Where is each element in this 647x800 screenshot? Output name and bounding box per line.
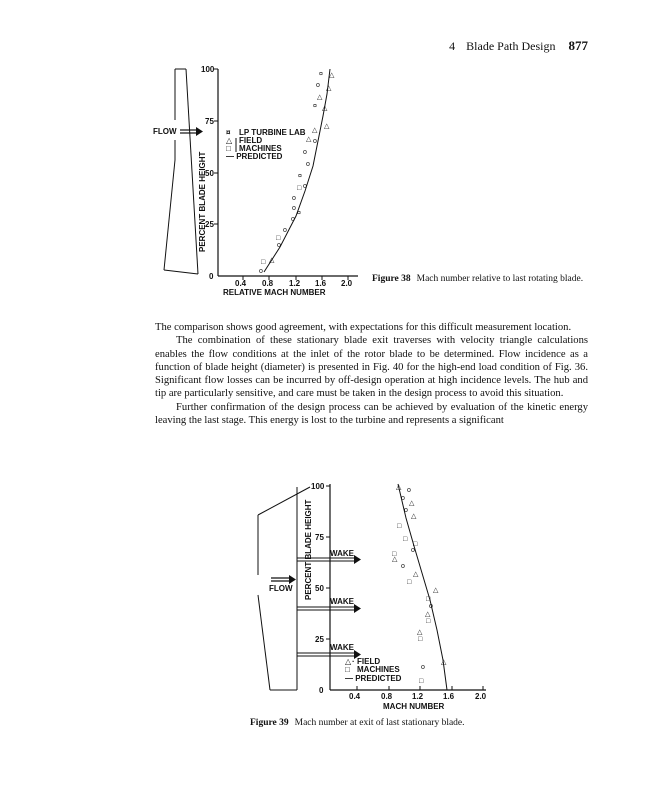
figure-39-label: Figure 39 — [250, 718, 289, 728]
svg-text:△: △ — [329, 72, 335, 79]
figure-39-caption-text: Mach number at exit of last stationary blade. — [294, 718, 465, 728]
svg-text:¤: ¤ — [298, 173, 302, 180]
fig39-wake-label-2: WAKE — [330, 597, 354, 606]
svg-text:□: □ — [413, 541, 418, 548]
svg-text:o: o — [292, 195, 296, 202]
svg-text:△: △ — [396, 484, 402, 491]
fig38-legend-lab: LP TURBINE LAB — [239, 128, 306, 137]
paragraph-2: The combination of these stationary blade exit traverses with velocity triangle calculations enables the flow conditions at the inlet of the rotor blade to be determined. Flow incidence as a function of blade height (diameter) is presented in Fig. 40 for the high-end load condition of Fig. 36. Significant flow losses can be incurred by off-design operation at high incidence levels. The hub and tip are particularly sensitive, and care must be taken in the design process to avoid this situation. — [155, 335, 588, 400]
svg-text:△: △ — [413, 571, 419, 578]
fig39-wake-label-1: WAKE — [330, 549, 354, 558]
svg-text:o: o — [404, 507, 408, 514]
svg-text:□: □ — [419, 678, 424, 685]
fig38-ytick-100: 100 — [201, 65, 215, 74]
svg-text:¤: ¤ — [226, 128, 231, 137]
figure-38-label: Figure 38 — [372, 274, 411, 284]
svg-text:△: △ — [317, 94, 323, 101]
fig38-xtick-0.8: 0.8 — [262, 279, 274, 288]
paragraph-3: Further confirmation of the design process can be achieved by evaluation of the kinetic energy leaving the last stage. This energy is lost to the turbine and represents a significant — [155, 401, 588, 427]
fig39-ytick-0: 0 — [319, 686, 324, 695]
svg-text:□: □ — [226, 144, 231, 153]
fig39-ytick-100: 100 — [311, 482, 325, 491]
svg-text:△: △ — [411, 513, 417, 520]
fig39-xtick-2.0: 2.0 — [475, 692, 487, 701]
fig38-legend-field1: FIELD — [239, 136, 263, 145]
svg-text:o: o — [291, 216, 295, 223]
fig39-data-points — [392, 484, 447, 685]
svg-text:□: □ — [426, 596, 431, 603]
figure-39-caption — [250, 718, 465, 728]
page-number: 877 — [568, 38, 588, 53]
fig39-legend-predicted: — PREDICTED — [345, 674, 402, 683]
svg-text:o: o — [407, 487, 411, 494]
svg-text:o: o — [292, 205, 296, 212]
fig39-xtick-1.2: 1.2 — [412, 692, 424, 701]
fig38-xtick-2.0: 2.0 — [341, 279, 353, 288]
fig38-ytick-75: 75 — [205, 117, 214, 126]
svg-text:¤: ¤ — [313, 103, 317, 110]
fig38-y-axis-label: PERCENT BLADE HEIGHT — [198, 151, 207, 252]
svg-text:□: □ — [426, 618, 431, 625]
svg-text:△: △ — [306, 136, 312, 143]
svg-text:o: o — [316, 82, 320, 89]
fig39-flow-arrow — [271, 575, 296, 584]
svg-text:△: △ — [345, 657, 352, 666]
fig39-xtick-1.6: 1.6 — [443, 692, 455, 701]
svg-text:¤: ¤ — [319, 71, 323, 78]
svg-text:△: △ — [226, 136, 233, 145]
svg-text:o: o — [306, 161, 310, 168]
svg-text:□: □ — [261, 259, 266, 266]
fig38-legend-field2: MACHINES — [239, 144, 282, 153]
svg-text:¤: ¤ — [297, 210, 301, 217]
svg-text:□: □ — [403, 536, 408, 543]
svg-text:o: o — [401, 563, 405, 570]
paragraph-1: The comparison shows good agreement, with expectations for this difficult measurement location. — [155, 322, 572, 333]
svg-text:□: □ — [345, 665, 350, 674]
figure-38-caption-text: Mach number relative to last rotating blade. — [416, 274, 584, 284]
chapter-number: 4 — [449, 39, 456, 53]
fig38-ytick-25: 25 — [205, 220, 214, 229]
fig39-x-axis-label: MACH NUMBER — [383, 702, 445, 711]
svg-text:o: o — [411, 547, 415, 554]
fig38-ytick-0: 0 — [209, 272, 214, 281]
svg-text:□: □ — [418, 636, 423, 643]
svg-text:o: o — [421, 664, 425, 671]
svg-text:△: △ — [409, 500, 415, 507]
svg-text:o: o — [313, 138, 317, 145]
svg-text:o: o — [401, 495, 405, 502]
svg-text:△: △ — [392, 556, 398, 563]
svg-text:o: o — [277, 242, 281, 249]
svg-text:□: □ — [397, 523, 402, 530]
fig39-xtick-0.8: 0.8 — [381, 692, 393, 701]
fig39-y-axis-label: PERCENT BLADE HEIGHT — [304, 499, 313, 600]
svg-text:o: o — [303, 149, 307, 156]
svg-text:△: △ — [441, 659, 447, 666]
fig39-ytick-75: 75 — [315, 533, 324, 542]
svg-text:□: □ — [276, 235, 281, 242]
fig38-ytick-50: 50 — [205, 169, 214, 178]
fig39-legend-field2: MACHINES — [357, 665, 400, 674]
svg-text:△: △ — [324, 123, 330, 130]
svg-text:o: o — [429, 603, 433, 610]
svg-text:□: □ — [297, 185, 302, 192]
svg-text:△: △ — [322, 105, 328, 112]
svg-text:△: △ — [312, 127, 318, 134]
fig39-flow-label: FLOW — [269, 584, 293, 593]
svg-text:△: △ — [269, 257, 275, 264]
fig38-x-axis-label: RELATIVE MACH NUMBER — [223, 288, 326, 297]
svg-text:□: □ — [392, 551, 397, 558]
svg-text:△: △ — [326, 85, 332, 92]
fig39-ytick-50: 50 — [315, 584, 324, 593]
fig38-xtick-1.6: 1.6 — [315, 279, 327, 288]
fig38-legend-predicted: — PREDICTED — [226, 152, 283, 161]
fig39-wake-label-3: WAKE — [330, 643, 354, 652]
section-title: Blade Path Design — [466, 39, 556, 53]
fig39-ytick-25: 25 — [315, 635, 324, 644]
fig39-predicted-curve — [398, 484, 447, 690]
svg-text:o: o — [283, 227, 287, 234]
svg-text:△: △ — [425, 611, 431, 618]
svg-text:△: △ — [433, 587, 439, 594]
fig38-xtick-0.4: 0.4 — [235, 279, 247, 288]
svg-text:o: o — [259, 268, 263, 275]
svg-text:·: · — [352, 657, 355, 666]
fig38-flow-label: FLOW — [153, 127, 177, 136]
svg-text:o: o — [303, 183, 307, 190]
fig39-xtick-0.4: 0.4 — [349, 692, 361, 701]
fig38-xtick-1.2: 1.2 — [289, 279, 301, 288]
svg-text:△: △ — [417, 629, 423, 636]
svg-text:□: □ — [407, 579, 412, 586]
fig39-legend-field1: FIELD — [357, 657, 381, 666]
